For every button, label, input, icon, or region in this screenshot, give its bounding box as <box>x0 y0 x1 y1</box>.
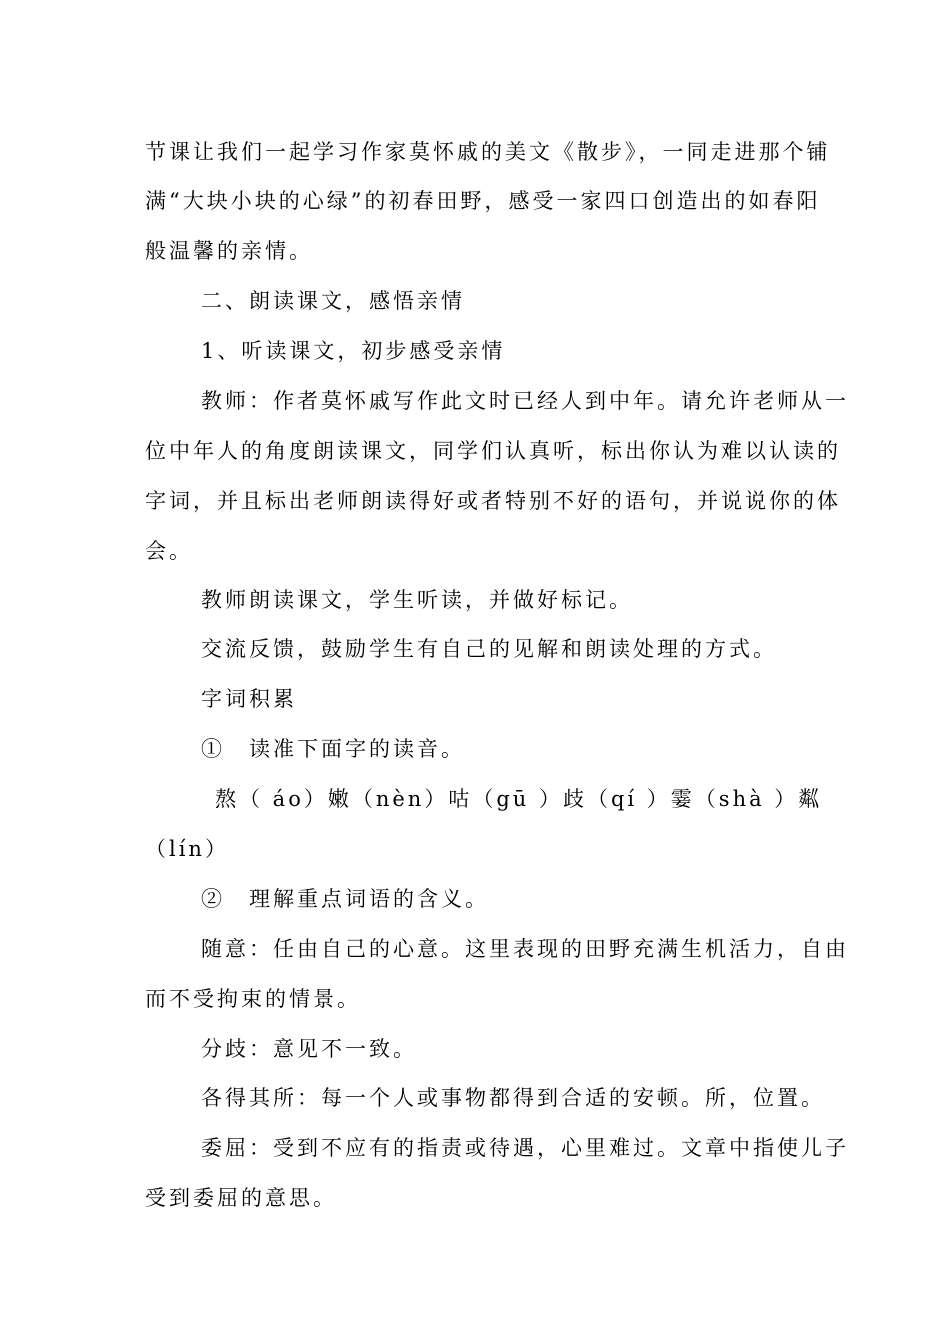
definition-line: 委屈：受到不应有的指责或待遇，心里难过。文章中指使儿子 <box>201 1136 849 1160</box>
list-item: ① 读准下面字的读音。 <box>201 737 465 761</box>
paragraph-line: 字词，并且标出老师朗读得好或者特别不好的语句，并说说你的体 <box>145 489 841 513</box>
definition-line: 各得其所：每一个人或事物都得到合适的安顿。所，位置。 <box>201 1086 825 1110</box>
definition-line: 随意：任由自己的心意。这里表现的田野充满生机活力，自由 <box>201 937 849 961</box>
paragraph-line: 教师朗读课文，学生听读，并做好标记。 <box>201 588 633 612</box>
subsection-heading: 1、听读课文，初步感受亲情 <box>201 339 506 363</box>
definition-line: 而不受拘束的情景。 <box>145 987 361 1011</box>
paragraph-line: 位中年人的角度朗读课文，同学们认真听，标出你认为难以认读的 <box>145 439 841 463</box>
paragraph-line: 节课让我们一起学习作家莫怀戚的美文《散步》，一同走进那个铺 <box>145 140 831 164</box>
paragraph-line: 满“大块小块的心绿”的初春田野，感受一家四口创造出的如春阳 <box>145 189 821 213</box>
section-heading: 二、朗读课文，感悟亲情 <box>201 289 465 313</box>
paragraph-line: 交流反馈，鼓励学生有自己的见解和朗读处理的方式。 <box>201 637 777 661</box>
paragraph-line: 教师：作者莫怀戚写作此文时已经人到中年。请允许老师从一 <box>201 389 849 413</box>
pinyin-line: 熬（ áo）嫩（nèn）咕（gū ）歧（qí ）霎（shà ）粼 <box>215 787 823 811</box>
pinyin-line: （lín） <box>145 837 229 861</box>
definition-line: 分歧：意见不一致。 <box>201 1037 417 1061</box>
paragraph-line: 字词积累 <box>201 687 297 711</box>
definition-line: 受到委屈的意思。 <box>145 1186 337 1210</box>
paragraph-line: 会。 <box>145 539 193 563</box>
list-item: ② 理解重点词语的含义。 <box>201 887 489 911</box>
paragraph-line: 般温馨的亲情。 <box>145 239 313 263</box>
